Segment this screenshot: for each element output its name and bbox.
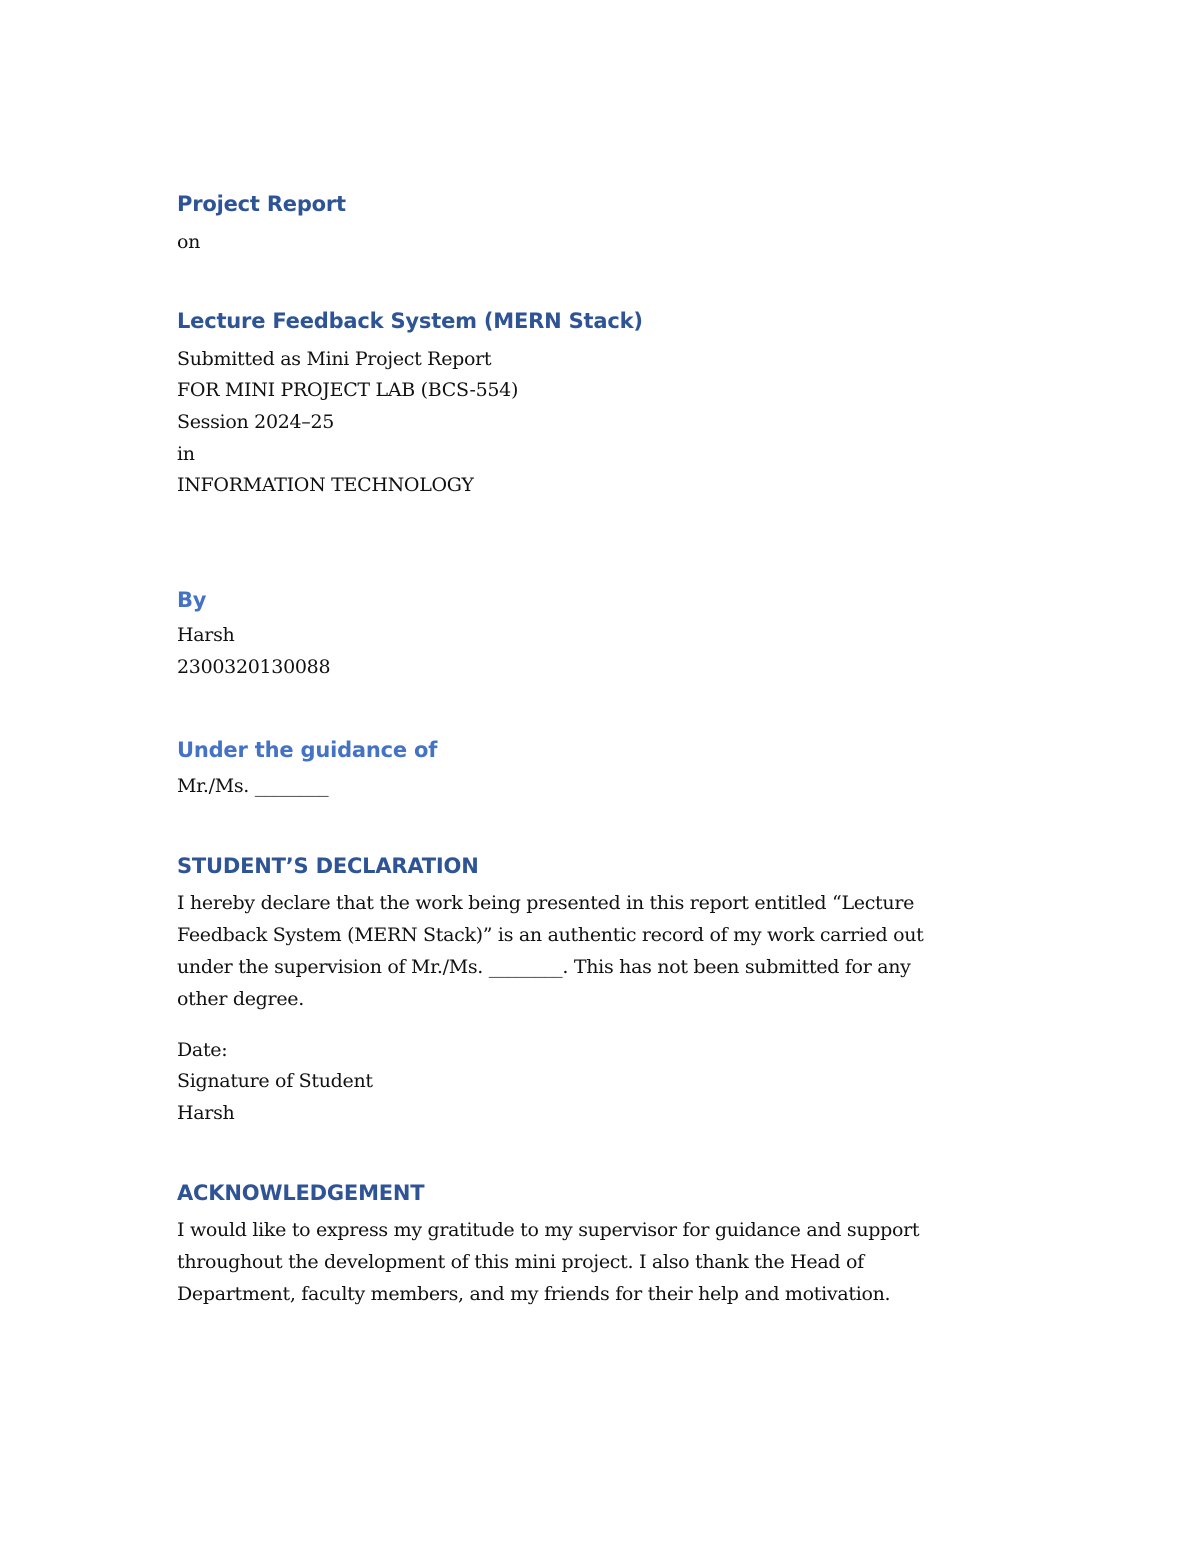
report-heading: Project Report [177, 192, 346, 216]
guidance-heading: Under the guidance of [177, 738, 438, 762]
roll-number: 2300320130088 [177, 656, 331, 678]
declaration-line: Feedback System (MERN Stack)” is an authentic record of my work carried out [177, 924, 924, 946]
declaration-line: under the supervision of Mr./Ms. ________. This has not been submitted for any [177, 956, 911, 978]
signature-label: Signature of Student [177, 1070, 373, 1092]
declaration-line: other degree. [177, 988, 304, 1010]
submitted-line: Submitted as Mini Project Report [177, 348, 492, 370]
declaration-heading: STUDENT’S DECLARATION [177, 854, 479, 878]
in-line: in [177, 443, 195, 465]
on-text: on [177, 231, 201, 253]
declaration-line: I hereby declare that the work being presented in this report entitled “Lecture [177, 892, 915, 914]
by-heading: By [177, 588, 207, 612]
department-line: INFORMATION TECHNOLOGY [177, 474, 474, 496]
acknowledgement-line: throughout the development of this mini project. I also thank the Head of [177, 1251, 864, 1273]
acknowledgement-paragraph [177, 1214, 977, 1310]
signature-name: Harsh [177, 1102, 235, 1124]
acknowledgement-heading: ACKNOWLEDGEMENT [177, 1181, 425, 1205]
acknowledgement-line: Department, faculty members, and my friends for their help and motivation. [177, 1283, 891, 1305]
project-title: Lecture Feedback System (MERN Stack) [177, 309, 643, 333]
session-line: Session 2024–25 [177, 411, 335, 433]
lab-line: FOR MINI PROJECT LAB (BCS-554) [177, 379, 519, 401]
declaration-paragraph [177, 887, 977, 1015]
acknowledgement-line: I would like to express my gratitude to my supervisor for guidance and support [177, 1219, 920, 1241]
guide-name: Mr./Ms. ________ [177, 775, 329, 797]
student-name: Harsh [177, 624, 235, 646]
date-label: Date: [177, 1039, 228, 1061]
